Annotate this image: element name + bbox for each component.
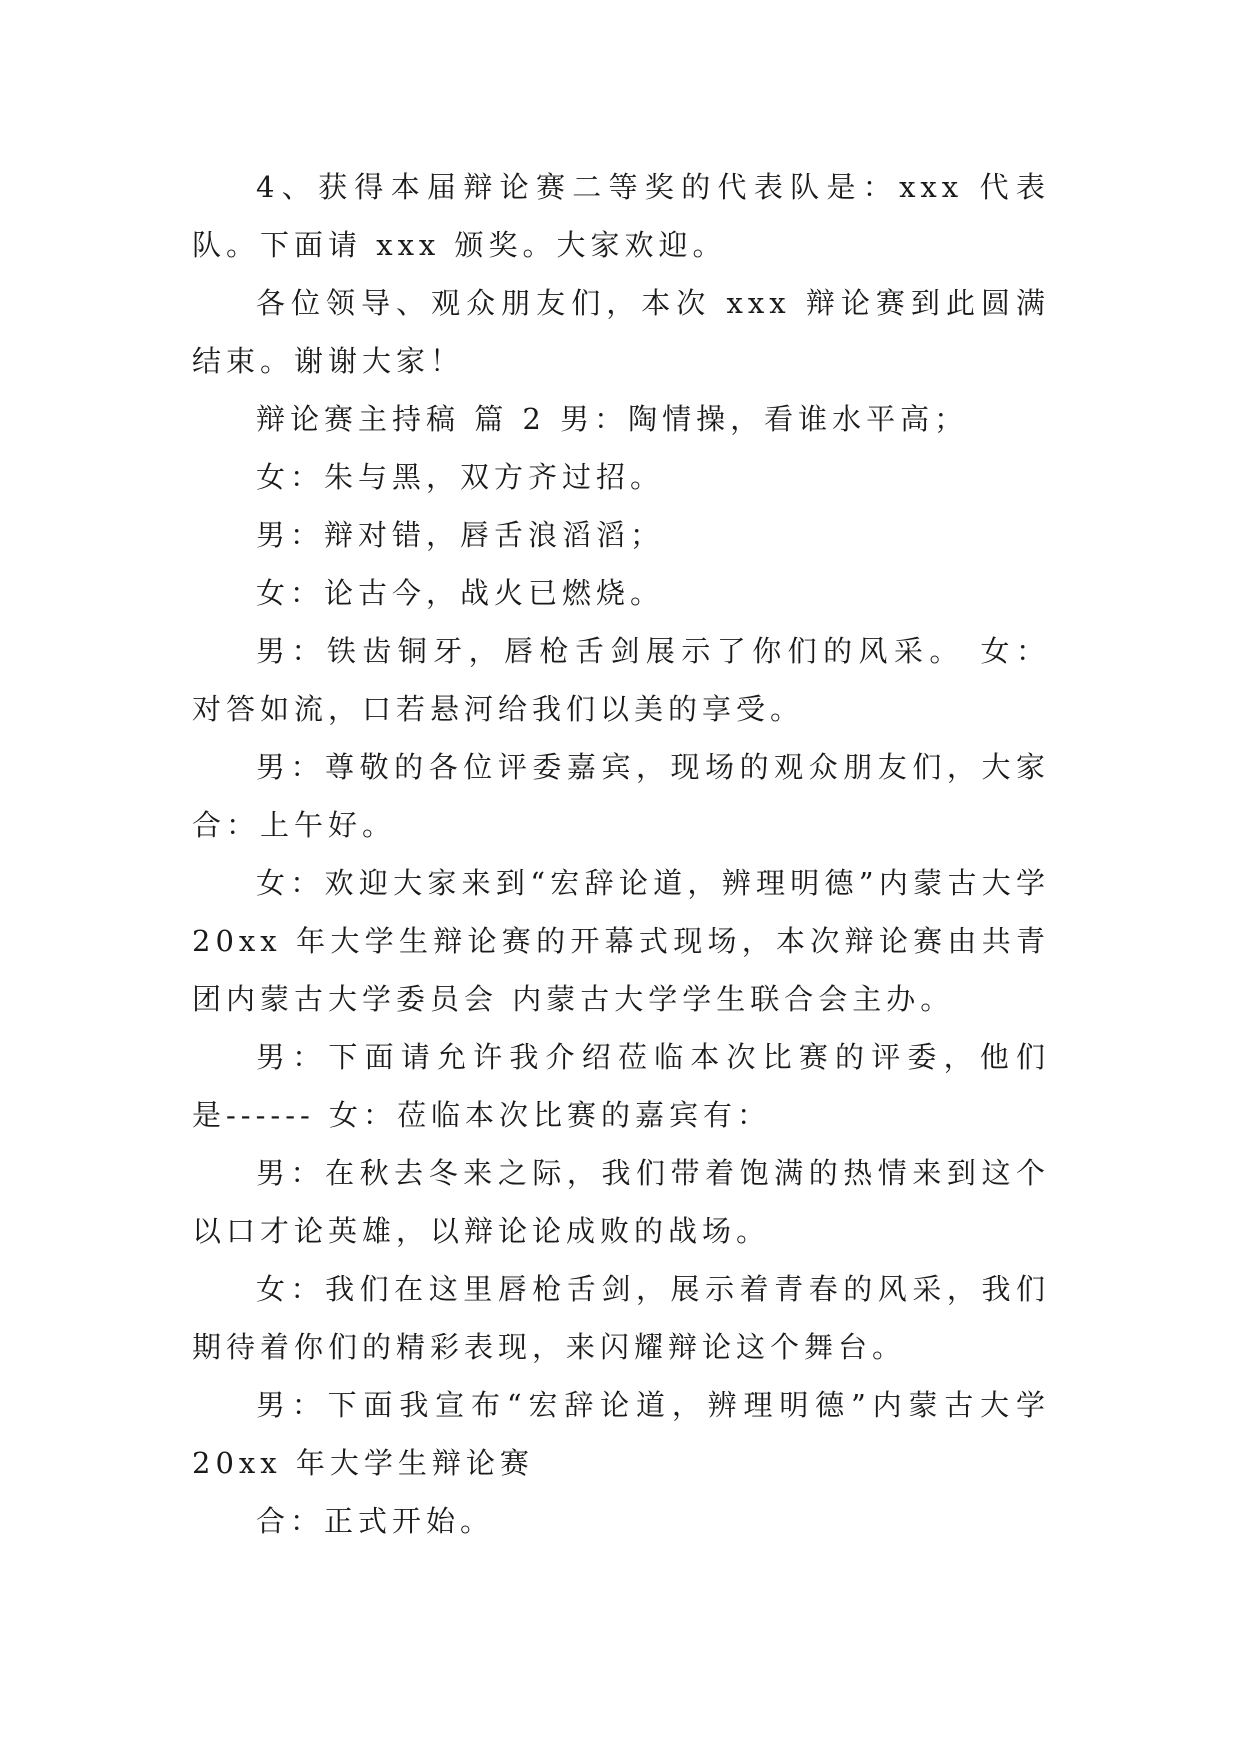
paragraph-line: 男：尊敬的各位评委嘉宾，现场的观众朋友们，大家合：上午好。: [192, 750, 1050, 842]
paragraph-line: 女：论古今，战火已燃烧。: [256, 576, 665, 610]
paragraph-line: 男：下面请允许我介绍莅临本次比赛的评委，他们是------ 女：莅临本次比赛的嘉宾有：: [192, 1040, 1050, 1132]
document-body: [192, 158, 1050, 1550]
paragraph-line: 女：欢迎大家来到“宏辞论道，辨理明德”内蒙古大学 20xx 年大学生辩论赛的开幕式现场，本次辩论赛由共青团内蒙古大学委员会 内蒙古大学学生联合会主办。: [192, 866, 1050, 1016]
paragraph-line: 男：下面我宣布“宏辞论道，辨理明德”内蒙古大学 20xx 年大学生辩论赛: [192, 1388, 1050, 1480]
paragraph-line: 女：朱与黑，双方齐过招。: [256, 460, 665, 494]
paragraph-line: 男：辩对错，唇舌浪滔滔；: [256, 518, 665, 552]
paragraph-line: 女：我们在这里唇枪舌剑，展示着青春的风采，我们期待着你们的精彩表现，来闪耀辩论这个舞台。: [192, 1272, 1050, 1364]
paragraph-line: 男：在秋去冬来之际，我们带着饱满的热情来到这个以口才论英雄，以辩论论成败的战场。: [192, 1156, 1050, 1248]
paragraph-section-title: 辩论赛主持稿 篇 2 男：陶情操，看谁水平高；: [256, 402, 969, 436]
paragraph-award-second-prize: 4、获得本届辩论赛二等奖的代表队是：xxx 代表队。下面请 xxx 颁奖。大家欢迎。: [192, 170, 1050, 262]
paragraph-line: 合：正式开始。: [256, 1504, 495, 1538]
paragraph-closing-thanks: 各位领导、观众朋友们，本次 xxx 辩论赛到此圆满结束。谢谢大家！: [192, 286, 1050, 378]
paragraph-line: 男：铁齿铜牙，唇枪舌剑展示了你们的风采。 女：对答如流，口若悬河给我们以美的享受。: [192, 634, 1050, 726]
